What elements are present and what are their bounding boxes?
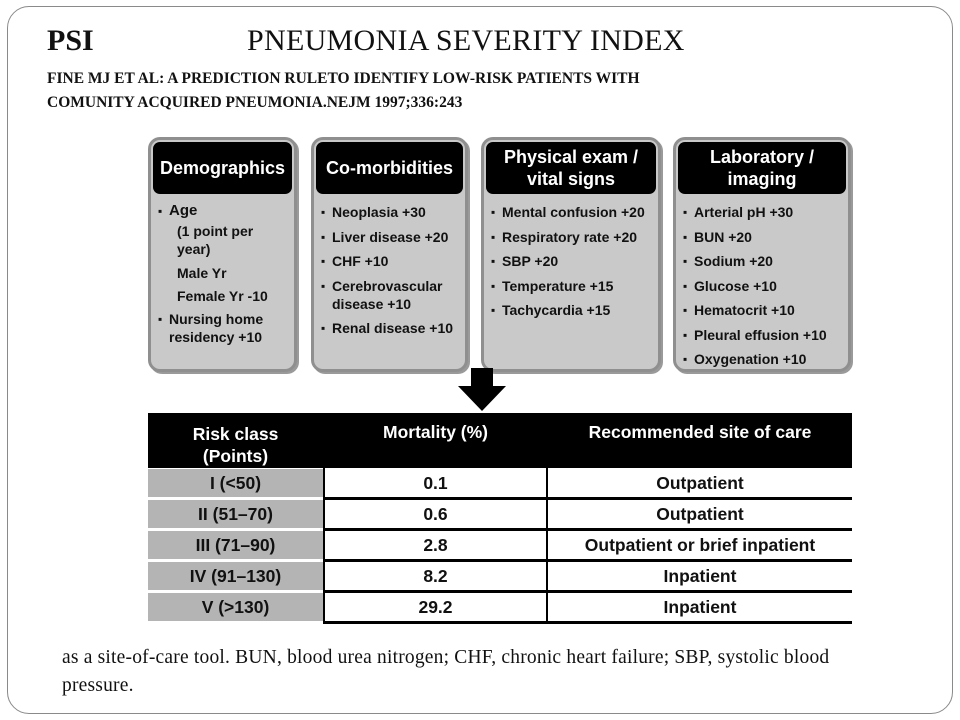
nursing-line-2: residency +10 xyxy=(169,329,263,345)
page-title: PNEUMONIA SEVERITY INDEX xyxy=(247,24,685,57)
laboratory-header xyxy=(678,142,846,194)
demographics-header xyxy=(153,142,292,194)
header-risk-class xyxy=(148,413,323,468)
site-cell: Outpatient xyxy=(548,469,852,500)
comorbidities-header xyxy=(316,142,463,194)
column-divider xyxy=(546,413,548,624)
list-item: ▪ Liver disease +20 xyxy=(322,228,461,246)
mortality-cell: 29.2 xyxy=(325,593,546,624)
demographics-list xyxy=(159,202,290,346)
mortality-cell: 8.2 xyxy=(325,562,546,593)
site-cell: Inpatient xyxy=(548,562,852,593)
site-cell: Inpatient xyxy=(548,593,852,624)
comorbidities-card xyxy=(311,137,468,372)
table-row xyxy=(148,593,852,624)
risk-cell: IV (91–130) xyxy=(148,562,323,590)
header-site-of-care: Recommended site of care xyxy=(588,422,812,442)
list-item: ▪ Renal disease +10 xyxy=(322,319,461,337)
header-risk-line-1: Risk class xyxy=(192,423,279,444)
list-item: ▪ Neoplasia +30 xyxy=(322,203,461,221)
list-item: ▪ BUN +20 xyxy=(684,228,844,246)
mortality-cell: 0.6 xyxy=(325,500,546,531)
table-row xyxy=(148,531,852,562)
lab-title-line-2: imaging xyxy=(727,169,797,189)
psi-label: PSI xyxy=(47,24,94,57)
list-item: ▪ Glucose +10 xyxy=(684,277,844,295)
list-item: ▪ Arterial pH +30 xyxy=(684,203,844,221)
table-row xyxy=(148,562,852,593)
comorbidities-title: Co-morbidities xyxy=(325,158,453,178)
list-item: ▪ Pleural effusion +10 xyxy=(684,326,844,344)
list-item: ▪ Age xyxy=(159,202,290,220)
list-item: ▪ Oxygenation +10 xyxy=(684,350,844,368)
list-item: ▪ CHF +10 xyxy=(322,252,461,270)
physical-exam-card xyxy=(481,137,661,372)
list-item: ▪ Mental confusion +20 xyxy=(492,203,654,221)
header-risk-line-2: (Points) xyxy=(202,445,269,466)
table-header xyxy=(148,413,852,468)
list-item: ▪ Sodium +20 xyxy=(684,252,844,270)
list-item: ▪ Tachycardia +15 xyxy=(492,301,654,319)
physical-exam-header xyxy=(486,142,656,194)
figure-caption xyxy=(62,644,902,700)
list-item: ▪ Hematocrit +10 xyxy=(684,301,844,319)
cerebro-line-2: disease +10 xyxy=(332,295,412,312)
citation-subtitle xyxy=(47,67,807,115)
laboratory-list xyxy=(684,203,844,375)
list-item xyxy=(159,310,290,346)
list-item xyxy=(322,277,461,313)
caption-line-1: as a site-of-care tool. BUN, blood urea nitrogen; CHF, chronic heart failure; SBP, systolic blood xyxy=(62,647,830,668)
subtitle-line-2: COMUNITY ACQUIRED PNEUMONIA.NEJM 1997;336:243 xyxy=(47,94,463,111)
table-row xyxy=(148,500,852,531)
risk-cell: V (>130) xyxy=(148,593,323,621)
mortality-cell: 2.8 xyxy=(325,531,546,562)
down-arrow-icon xyxy=(457,368,507,412)
list-item: ▪ SBP +20 xyxy=(492,252,654,270)
nursing-line-1: ▪ Nursing home xyxy=(169,311,264,327)
demographics-title: Demographics xyxy=(159,158,286,178)
column-divider xyxy=(323,413,325,624)
risk-cell: III (71–90) xyxy=(148,531,323,559)
list-item: Male Yr xyxy=(177,265,227,281)
mortality-cell: 0.1 xyxy=(325,469,546,500)
list-item: ▪ Respiratory rate +20 xyxy=(492,228,654,246)
comorbidities-list xyxy=(322,203,461,343)
physical-title-line-1: Physical exam / xyxy=(503,147,639,167)
site-cell: Outpatient or brief inpatient xyxy=(548,531,852,562)
subtitle-line-1: FINE MJ ET AL: A PREDICTION RULETO IDENTIFY LOW-RISK PATIENTS WITH xyxy=(47,70,640,87)
caption-line-2: pressure. xyxy=(62,675,134,696)
risk-cell: II (51–70) xyxy=(148,500,323,528)
header-mortality: Mortality (%) xyxy=(383,422,488,442)
physical-exam-list xyxy=(492,203,654,326)
risk-cell: I (<50) xyxy=(148,469,323,497)
physical-title-line-2: vital signs xyxy=(526,169,616,189)
list-item: ▪ Temperature +15 xyxy=(492,277,654,295)
list-item: (1 point per year) xyxy=(177,223,254,257)
site-cell: Outpatient xyxy=(548,500,852,531)
laboratory-card xyxy=(673,137,851,372)
lab-title-line-1: Laboratory / xyxy=(709,147,815,167)
demographics-card xyxy=(148,137,297,372)
table-row xyxy=(148,469,852,500)
list-item: Female Yr -10 xyxy=(177,288,268,304)
cerebro-line-1: ▪ Cerebrovascular xyxy=(332,277,443,294)
